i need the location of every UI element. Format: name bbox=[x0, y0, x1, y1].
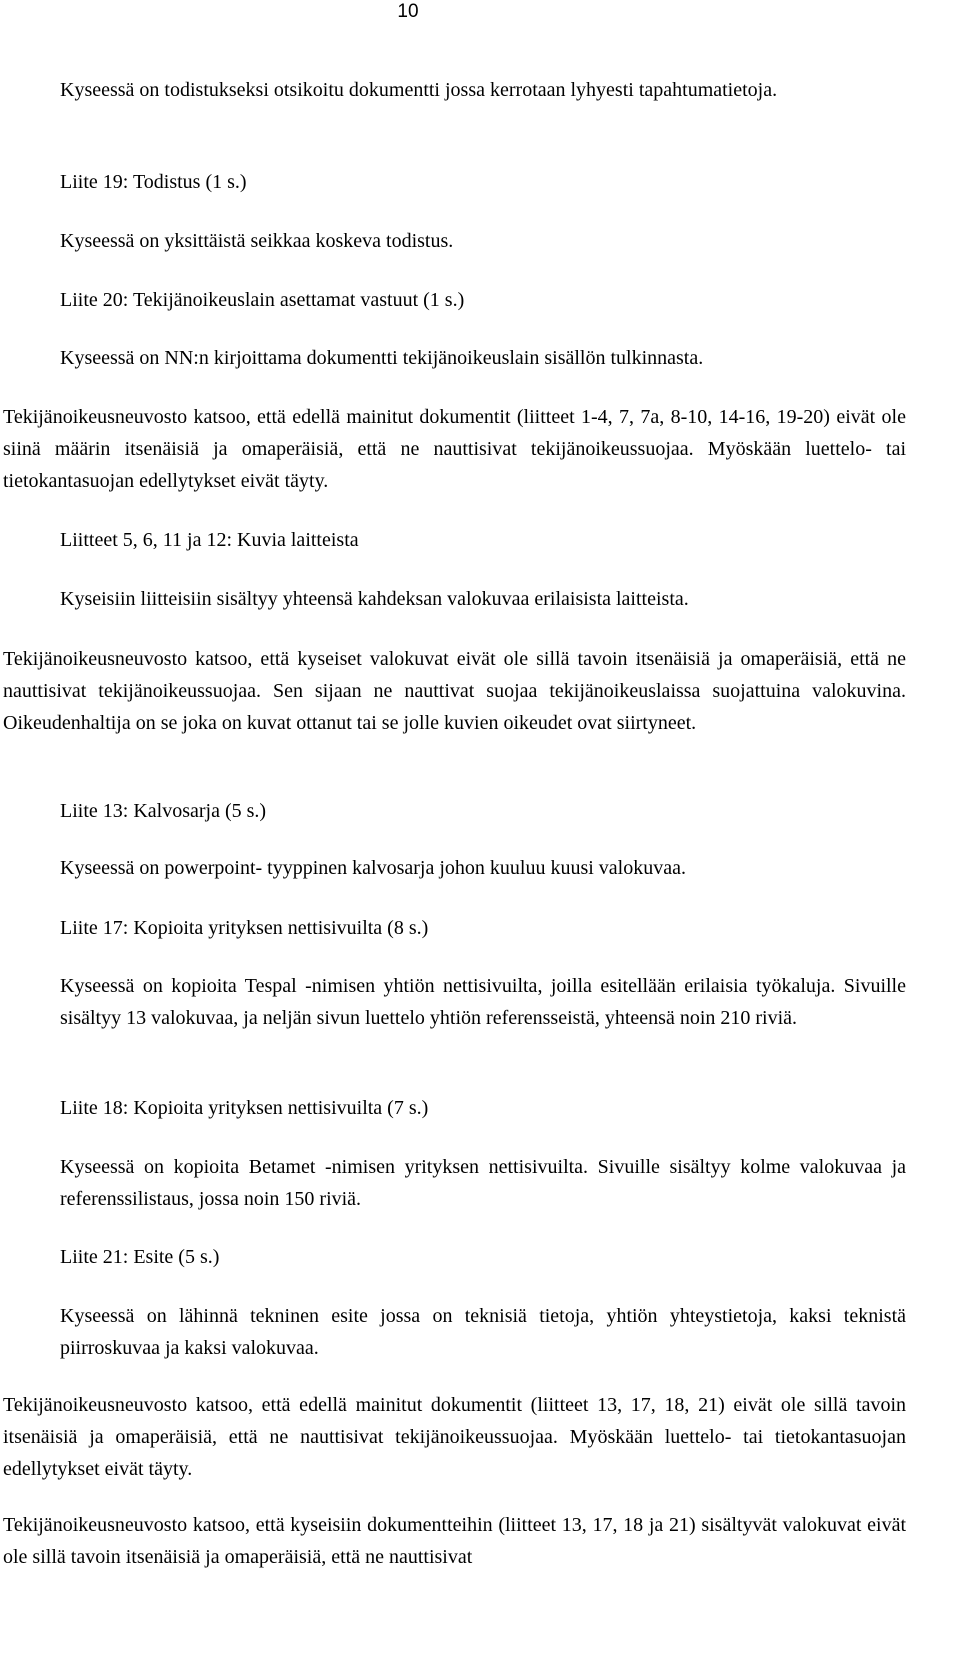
page-number: 10 bbox=[397, 1, 419, 22]
paragraph-nn-document-description: Kyseessä on NN:n kirjoittama dokumentti tekijänoikeuslain sisällön tulkinnasta. bbox=[60, 347, 704, 369]
heading-liite-21: Liite 21: Esite (5 s.) bbox=[60, 1246, 220, 1268]
paragraph-neuvosto-decision-3: Tekijänoikeusneuvosto katsoo, että edellä mainitut dokumentit (liitteet 13, 17, 18, 21) eivät ole sillä tavoin itsenäisiä ja omaperäisiä, että ne nauttisivat tekijänoikeussuojaa. Myöskään luettelo- tai tietokantasuojan edellytykset eivät täyty. bbox=[3, 1394, 906, 1480]
heading-liite-19: Liite 19: Todistus (1 s.) bbox=[60, 171, 247, 193]
paragraph-betamet-description: Kyseessä on kopioita Betamet -nimisen yrityksen nettisivuilta. Sivuille sisältyy kolme valokuvaa ja referenssilistaus, jossa noin 150 riviä. bbox=[60, 1156, 906, 1210]
paragraph-todistus-description: Kyseessä on yksittäistä seikkaa koskeva todistus. bbox=[60, 230, 454, 252]
paragraph-tespal-description: Kyseessä on kopioita Tespal -nimisen yhtiön nettisivuilta, joilla esitellään erilaisia työkaluja. Sivuille sisältyy 13 valokuvaa, ja neljän sivun luettelo yhtiön referensseistä, yhteensä noin 210 riviä. bbox=[60, 975, 906, 1029]
paragraph-neuvosto-decision-1: Tekijänoikeusneuvosto katsoo, että edellä mainitut dokumentit (liitteet 1-4, 7, 7a, 8-10, 14-16, 19-20) eivät ole siinä määrin itsenäisiä ja omaperäisiä, että ne nauttisivat tekijänoikeussuojaa. Myöskään luettelo- tai tietokantasuojan edellytykset eivät täyty. bbox=[3, 406, 906, 492]
heading-liite-17: Liite 17: Kopioita yrityksen nettisivuilta (8 s.) bbox=[60, 917, 429, 939]
heading-liite-13: Liite 13: Kalvosarja (5 s.) bbox=[60, 800, 267, 822]
heading-liite-18: Liite 18: Kopioita yrityksen nettisivuilta (7 s.) bbox=[60, 1097, 429, 1119]
paragraph-neuvosto-decision-2: Tekijänoikeusneuvosto katsoo, että kyseiset valokuvat eivät ole sillä tavoin itsenäisiä ja omaperäisiä, että ne nauttisivat tekijänoikeussuojaa. Sen sijaan ne nauttivat suojaa tekijänoikeuslaissa suojattuina valokuvina. Oikeudenhaltija on se joka on kuvat ottanut tai se jolle kuvien oikeudet ovat siirtyneet. bbox=[3, 648, 906, 734]
paragraph-valokuvat-description: Kyseisiin liitteisiin sisältyy yhteensä kahdeksan valokuvaa erilaisista laitteista. bbox=[60, 588, 689, 610]
heading-liitteet-5-6-11-12: Liitteet 5, 6, 11 ja 12: Kuvia laitteista bbox=[60, 529, 359, 551]
paragraph-todistukseksi-description: Kyseessä on todistukseksi otsikoitu dokumentti jossa kerrotaan lyhyesti tapahtumatietoja. bbox=[60, 79, 778, 101]
heading-liite-20: Liite 20: Tekijänoikeuslain asettamat vastuut (1 s.) bbox=[60, 289, 465, 311]
paragraph-neuvosto-decision-4: Tekijänoikeusneuvosto katsoo, että kyseisiin dokumentteihin (liitteet 13, 17, 18 ja 21) sisältyvät valokuvat eivät ole sillä tavoin itsenäisiä ja omaperäisiä, että ne nauttisivat bbox=[3, 1514, 906, 1568]
paragraph-esite-description: Kyseessä on lähinnä tekninen esite jossa on teknisiä tietoja, yhtiön yhteystietoja, kaksi teknistä piirroskuvaa ja kaksi valokuvaa. bbox=[60, 1305, 906, 1359]
paragraph-kalvosarja-description: Kyseessä on powerpoint- tyyppinen kalvosarja johon kuuluu kuusi valokuvaa. bbox=[60, 857, 686, 879]
